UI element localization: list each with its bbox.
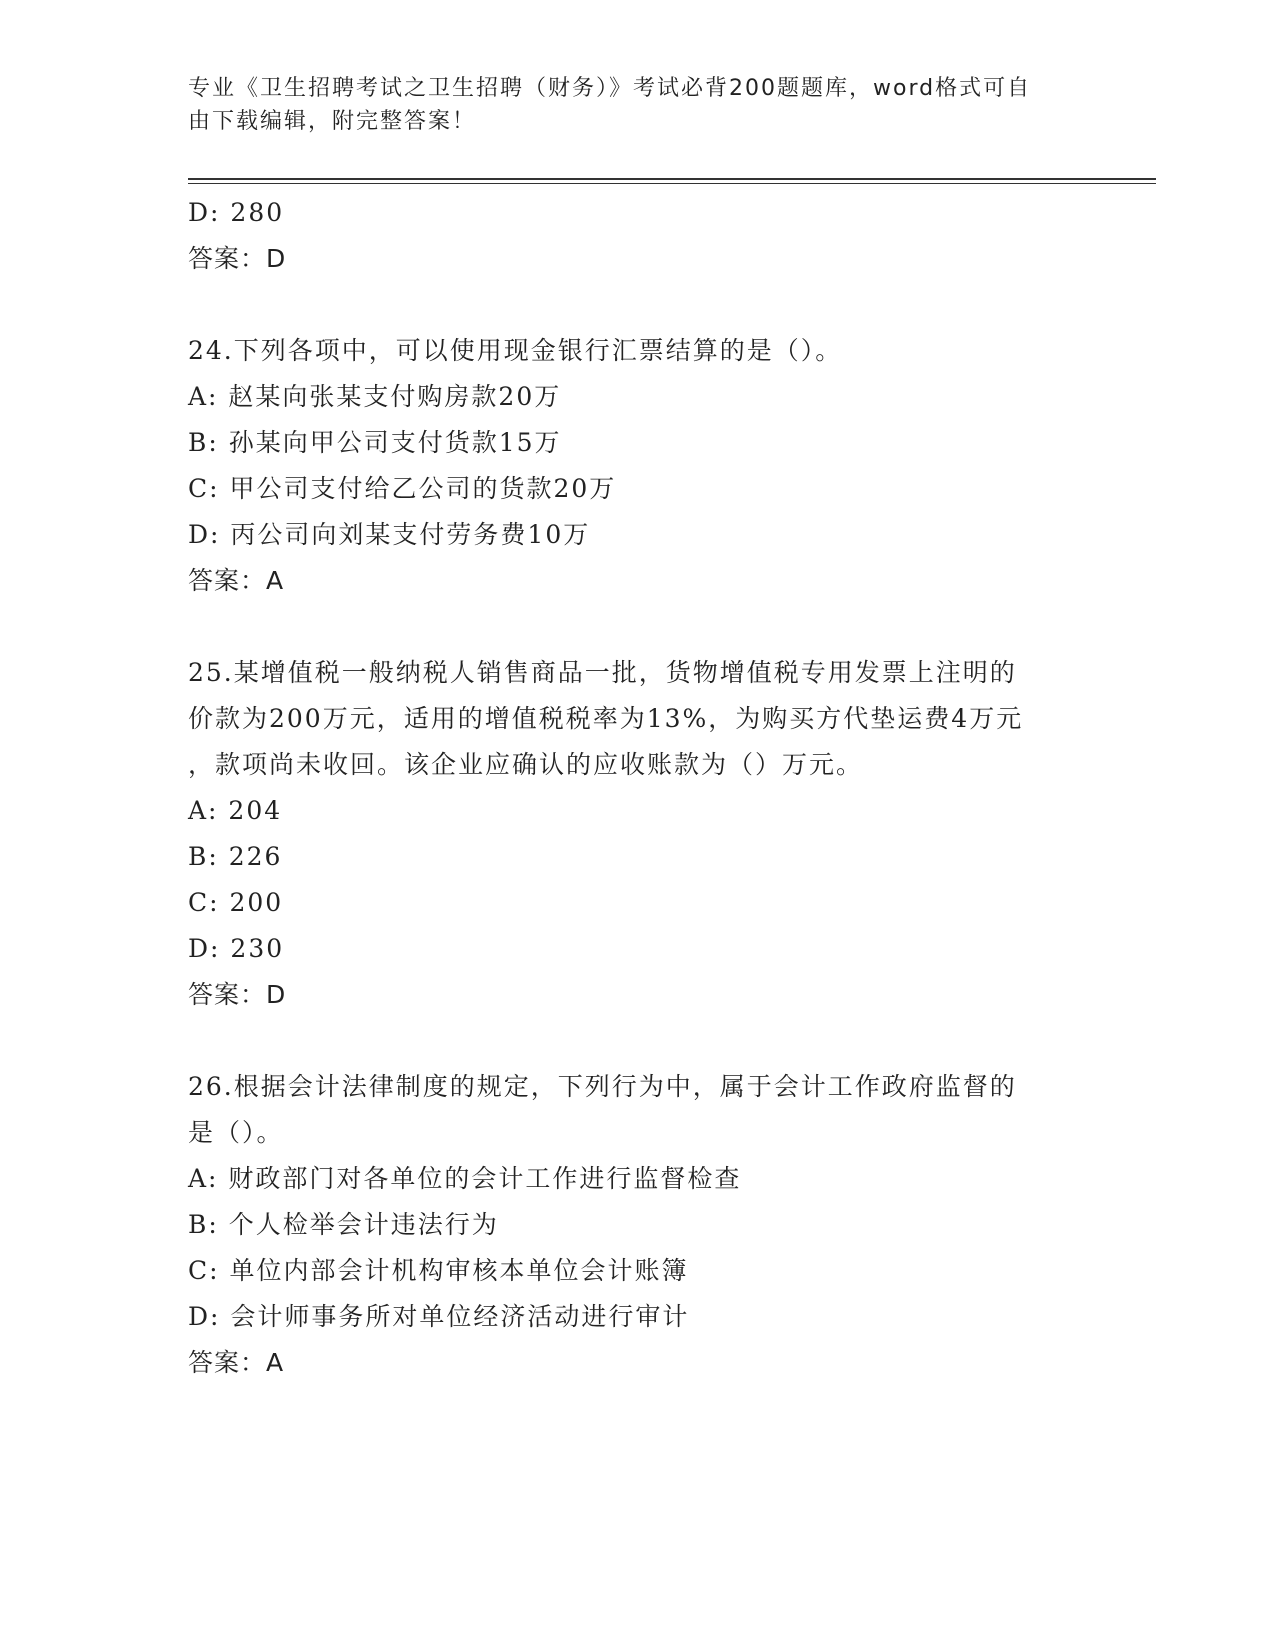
option-b: B: 226 [188, 842, 283, 871]
option-b: B: 个人检举会计违法行为 [188, 1210, 499, 1239]
question-content [188, 190, 1088, 1386]
answer-line: 答案：D [188, 980, 287, 1009]
option-a: A: 财政部门对各单位的会计工作进行监督检查 [188, 1164, 742, 1193]
header-divider-thick [188, 178, 1156, 180]
question-26 [188, 1064, 1088, 1386]
option-a: A: 204 [188, 796, 283, 825]
option-d: D: 280 [188, 198, 285, 227]
spacer [188, 1018, 1088, 1064]
header-line-2: 由下载编辑，附完整答案！ [188, 109, 477, 134]
option-c: C: 甲公司支付给乙公司的货款20万 [188, 474, 617, 503]
option-c: C: 200 [188, 888, 284, 917]
header-divider-thin [188, 183, 1156, 184]
spacer [188, 282, 1088, 328]
question-stem-line-1: 25.某增值税一般纳税人销售商品一批，货物增值税专用发票上注明的 [188, 658, 1017, 687]
question-stem-line-2: 价款为200万元，适用的增值税税率为13%，为购买方代垫运费4万元 [188, 704, 1024, 733]
question-stem-line-1: 26.根据会计法律制度的规定，下列行为中，属于会计工作政府监督的 [188, 1072, 1017, 1101]
header-line-1: 专业《卫生招聘考试之卫生招聘（财务）》考试必背200题题库，word格式可自 [188, 76, 1032, 101]
option-d: D: 会计师事务所对单位经济活动进行审计 [188, 1302, 690, 1331]
question-24 [188, 328, 1088, 604]
option-b: B: 孙某向甲公司支付货款15万 [188, 428, 562, 457]
question-23-tail [188, 190, 1088, 282]
option-d: D: 丙公司向刘某支付劳务费10万 [188, 520, 591, 549]
answer-line: 答案：A [188, 566, 285, 595]
document-header [188, 72, 1068, 138]
question-stem-line-2: 是（）。 [188, 1118, 284, 1147]
spacer [188, 604, 1088, 650]
question-stem: 24.下列各项中，可以使用现金银行汇票结算的是（）。 [188, 336, 843, 365]
option-a: A: 赵某向张某支付购房款20万 [188, 382, 562, 411]
option-c: C: 单位内部会计机构审核本单位会计账簿 [188, 1256, 689, 1285]
option-d: D: 230 [188, 934, 285, 963]
answer-line: 答案：D [188, 244, 287, 273]
question-stem-line-3: ，款项尚未收回。该企业应确认的应收账款为（）万元。 [188, 750, 864, 779]
answer-line: 答案：A [188, 1348, 285, 1377]
question-25 [188, 650, 1088, 1018]
